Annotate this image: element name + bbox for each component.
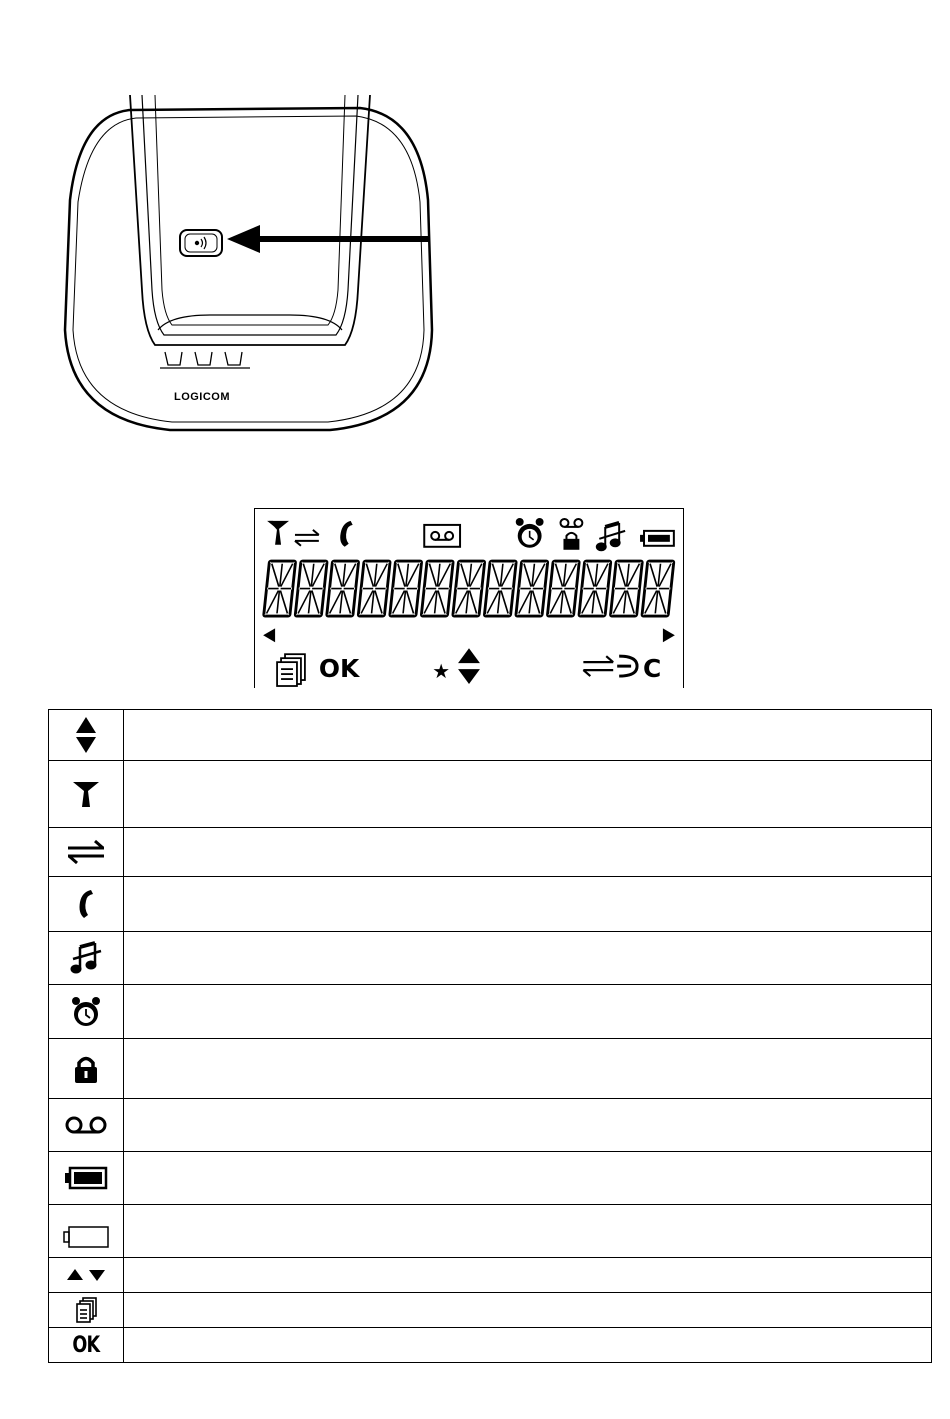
- alarm-clock-icon: [71, 996, 101, 1028]
- ringer-off-icon: [596, 523, 625, 551]
- icon-cell: [49, 877, 124, 932]
- right-triangle-icon: [663, 628, 675, 642]
- icon-legend-table: [48, 709, 932, 1363]
- icon-cell: [49, 1328, 124, 1363]
- antenna-icon: [267, 521, 289, 545]
- table-row: [49, 1205, 932, 1258]
- voicemail-lock-icon: [560, 519, 582, 550]
- menu-icon: [75, 1297, 97, 1323]
- table-row: [49, 1328, 932, 1363]
- description-cell: [124, 1328, 932, 1363]
- segment-digit: [421, 561, 454, 617]
- battery-empty-icon: [62, 1224, 110, 1250]
- segment-digit: [295, 561, 328, 617]
- segment-digit: [389, 561, 422, 617]
- star-icon: [432, 660, 450, 683]
- icon-cell: [49, 1293, 124, 1328]
- description-cell: [124, 1293, 932, 1328]
- table-row: [49, 932, 932, 985]
- ringer-off-icon: [69, 941, 103, 975]
- table-row: [49, 877, 932, 932]
- icon-cell: [49, 1258, 124, 1293]
- table-row: [49, 1152, 932, 1205]
- description-cell: [124, 1258, 932, 1293]
- segment-digit: [326, 561, 359, 617]
- description-cell: [124, 1039, 932, 1099]
- voicemail-icon: [64, 1115, 108, 1135]
- menu-icon: [277, 654, 305, 686]
- segment-digit: [642, 561, 675, 617]
- description-cell: [124, 932, 932, 985]
- description-cell: [124, 1205, 932, 1258]
- answering-machine-icon: [424, 525, 460, 547]
- softkey-ok-label: OK: [318, 654, 360, 684]
- table-row: [49, 985, 932, 1039]
- lock-icon: [73, 1054, 99, 1084]
- lcd-display-diagram: [254, 508, 684, 688]
- description-cell: [124, 1152, 932, 1205]
- icon-cell: [49, 761, 124, 828]
- svg-text:★: ★: [432, 660, 451, 684]
- alarm-clock-icon: [516, 518, 544, 548]
- battery-full-icon: [640, 531, 674, 546]
- segment-digit: [515, 561, 548, 617]
- segment-digit: [452, 561, 485, 617]
- handset-icon: [76, 889, 96, 919]
- base-station-illustration: [60, 90, 440, 440]
- icon-cell: [49, 932, 124, 985]
- up-down-icon: [458, 648, 480, 684]
- up-down-small-icon: [66, 1268, 106, 1282]
- softkey-c-label: C: [643, 654, 662, 684]
- table-row: [49, 828, 932, 877]
- up-down-arrows-icon: [74, 715, 98, 755]
- charge-contacts: [160, 352, 250, 368]
- description-cell: [124, 985, 932, 1039]
- icon-cell: [49, 710, 124, 761]
- segment-digit: [484, 561, 517, 617]
- brand-label: LOGICOM: [173, 391, 231, 403]
- antenna-icon: [71, 779, 101, 809]
- ok-icon: OK: [72, 1332, 100, 1358]
- segment-digit: [579, 561, 612, 617]
- icon-cell: [49, 1152, 124, 1205]
- table-row: [49, 1099, 932, 1152]
- icon-cell: [49, 985, 124, 1039]
- segment-digit-row: [263, 561, 674, 617]
- description-cell: [124, 877, 932, 932]
- description-cell: [124, 710, 932, 761]
- handset-icon: [340, 521, 352, 547]
- icon-cell: [49, 828, 124, 877]
- icon-cell: [49, 1039, 124, 1099]
- segment-digit: [358, 561, 391, 617]
- segment-digit: [547, 561, 580, 617]
- table-row: [49, 1258, 932, 1293]
- back-icon: [617, 656, 637, 676]
- segment-digit: [610, 561, 643, 617]
- segment-digit: [263, 561, 296, 617]
- intercom-arrows-icon: [295, 530, 319, 546]
- description-cell: [124, 828, 932, 877]
- description-cell: [124, 1099, 932, 1152]
- left-triangle-icon: [263, 628, 275, 642]
- icon-cell: [49, 1205, 124, 1258]
- table-row: [49, 710, 932, 761]
- description-cell: [124, 761, 932, 828]
- pointer-arrow: [227, 225, 430, 253]
- battery-full-icon: [64, 1165, 108, 1191]
- icon-cell: [49, 1099, 124, 1152]
- pager-button[interactable]: [180, 230, 222, 256]
- table-row: [49, 1293, 932, 1328]
- table-row: [49, 761, 932, 828]
- intercom-arrows-icon: [66, 839, 106, 865]
- table-row: [49, 1039, 932, 1099]
- intercom-arrows-small-icon: [583, 656, 613, 676]
